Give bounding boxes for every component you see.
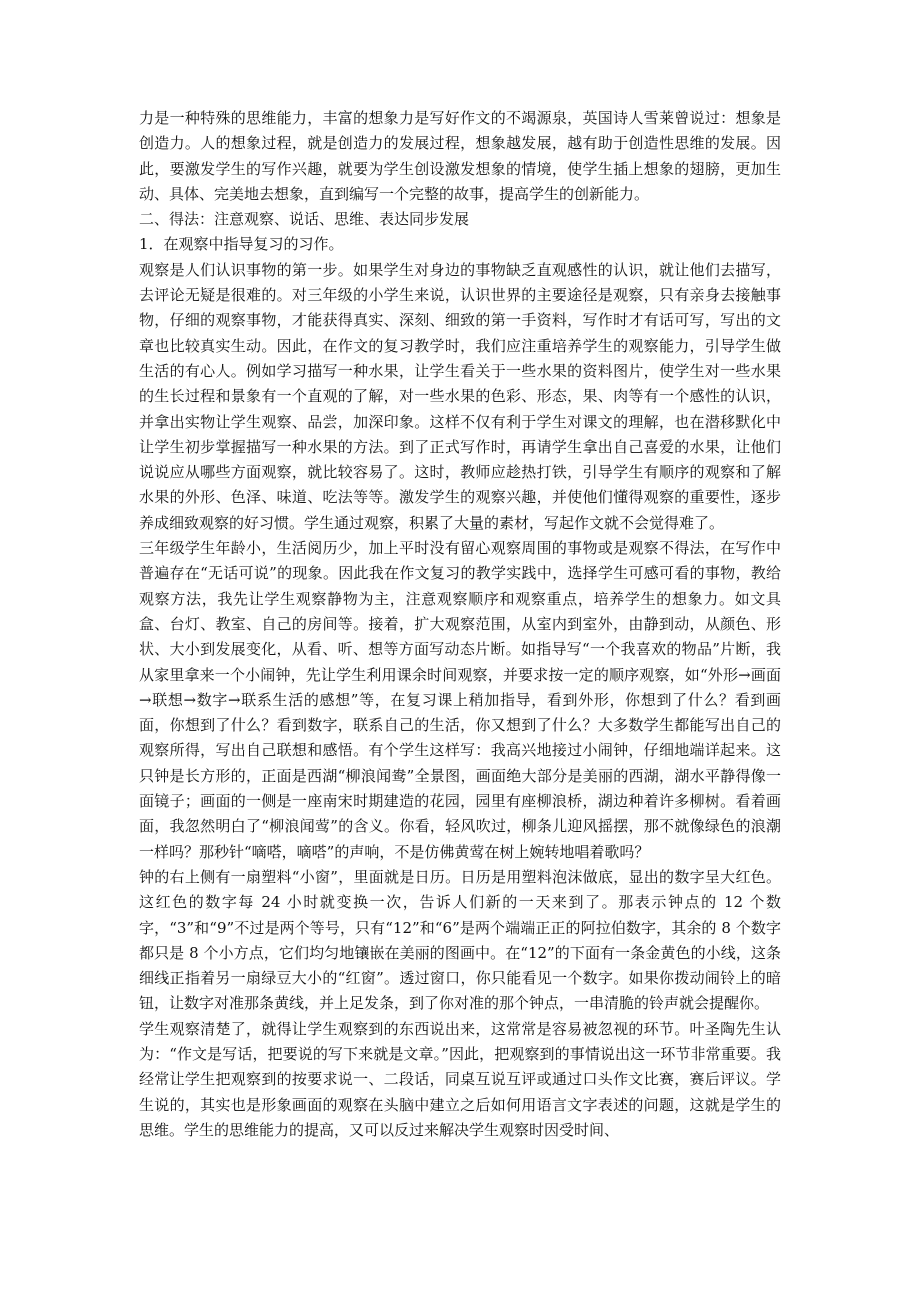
paragraph-speaking: 学生观察清楚了，就得让学生观察到的东西说出来，这常常是容易被忽视的环节。叶圣陶先生认为：“作文是写话，把要说的写下来就是文章。”因此，把观察到的事情说出这一环节非常重要。我经常让学生把观察到的按要求说一、二段话，同桌互说互评或通过口头作文比赛，赛后评议。学生说的，其实也是形象画面的观察在头脑中建立之后如何用语言文字表述的问题，这就是学生的思维。学生的思维能力的提高，又可以反过来解决学生观察时因受时间、 <box>139 1019 781 1139</box>
paragraph-clock: 钟的右上侧有一扇塑料“小窗”，里面就是日历。日历是用塑料泡沫做底，显出的数字呈大红色。这红色的数字每 24 小时就变换一次，告诉人们新的一天来到了。那表示钟点的 12 个数字，“3”和“9”不过是两个等号，只有“12”和“6”是两个端端正正的阿拉伯数字，其余的 8 个数字都只是 8 个小方点，它们均匀地镶嵌在美丽的图画中。在“12”的下面有一条金黄色的小线，这条细线正指着另一扇绿豆大小的“红窗”。透过窗口，你只能看见一个数字。如果你拨动闹铃上的暗钮，让数字对准那条黄线，并上足发条，到了你对准的那个钟点，一串清脆的铃声就会提醒你。 <box>139 867 781 1013</box>
subsection-heading-observation: 1．在观察中指导复习的习作。 <box>139 235 344 254</box>
section-heading-method: 二、得法：注意观察、说话、思维、表达同步发展 <box>139 210 470 229</box>
paragraph-observation: 观察是人们认识事物的第一步。如果学生对身边的事物缺乏直观感性的认识，就让他们去描写，去评论无疑是很难的。对三年级的小学生来说，认识世界的主要途径是观察，只有亲身去接触事物，仔细的观察事物，才能获得真实、深刻、细致的第一手资料，写作时才有话可写，写出的文章也比较真实生动。因此，在作文的复习教学时，我们应注重培养学生的观察能力，引导学生做生活的有心人。例如学习描写一种水果，让学生看关于一些水果的资料图片，使学生对一些水果的生长过程和景象有一个直观的了解，对一些水果的色彩、形态，果、肉等有一个感性的认识，并拿出实物让学生观察、品尝，加深印象。这样不仅有利于学生对课文的理解，也在潜移默化中让学生初步掌握描写一种水果的方法。到了正式写作时，再请学生拿出自己喜爱的水果，让他们说说应从哪些方面观察，就比较容易了。这时，教师应趁热打铁，引导学生有顺序的观察和了解水果的外形、色泽、味道、吃法等等。激发学生的观察兴趣，并使他们懂得观察的重要性，逐步养成细致观察的好习惯。学生通过观察，积累了大量的素材，写起作文就不会觉得难了。 <box>139 260 781 532</box>
paragraph-third-grade: 三年级学生年龄小，生活阅历少，加上平时没有留心观察周围的事物或是观察不得法，在写作中普遍存在“无话可说”的现象。因此我在作文复习的教学实践中，选择学生可感可看的事物，教给观察方法，我先让学生观察静物为主，注意观察顺序和观察重点，培养学生的想象力。如文具盒、台灯、教室、自己的房间等。接着，扩大观察范围，从室内到室外，由静到动，从颜色、形状、大小到发展变化，从看、听、想等方面写动态片断。如指导写“一个我喜欢的物品”片断，我从家里拿来一个小闹钟，先让学生利用课余时间观察，并要求按一定的顺序观察，如“外形→画面→联想→数字→联系生活的感想”等，在复习课上稍加指导，看到外形，你想到了什么？看到画面，你想到了什么？看到数字，联系自己的生活，你又想到了什么？大多数学生都能写出自己的观察所得，写出自己联想和感悟。有个学生这样写：我高兴地接过小闹钟，仔细地端详起来。这只钟是长方形的，正面是西湖“柳浪闻鸯”全景图，画面绝大部分是美丽的西湖，湖水平静得像一面镜子；画面的一侧是一座南宋时期建造的花园，园里有座柳浪桥，湖边种着许多柳树。看着画面，我忽然明白了“柳浪闻莺”的含义。你看，轻风吹过，柳条儿迎风摇摆，那不就像绿色的浪潮一样吗？那秒针“嘀嗒，嘀嗒”的声响，不是仿佛黄莺在树上婉转地唱着歌吗？ <box>139 539 781 861</box>
document-body <box>139 106 781 1143</box>
paragraph-imagination: 力是一种特殊的思维能力，丰富的想象力是写好作文的不竭源泉，英国诗人雪莱曾说过：想象是创造力。人的想象过程，就是创造力的发展过程，想象越发展，越有助于创造性思维的发展。因此，要激发学生的写作兴趣，就要为学生创设激发想象的情境，使学生插上想象的翅膀，更加生动、具体、完美地去想象，直到编写一个完整的故事，提高学生的创新能力。 <box>139 109 781 203</box>
